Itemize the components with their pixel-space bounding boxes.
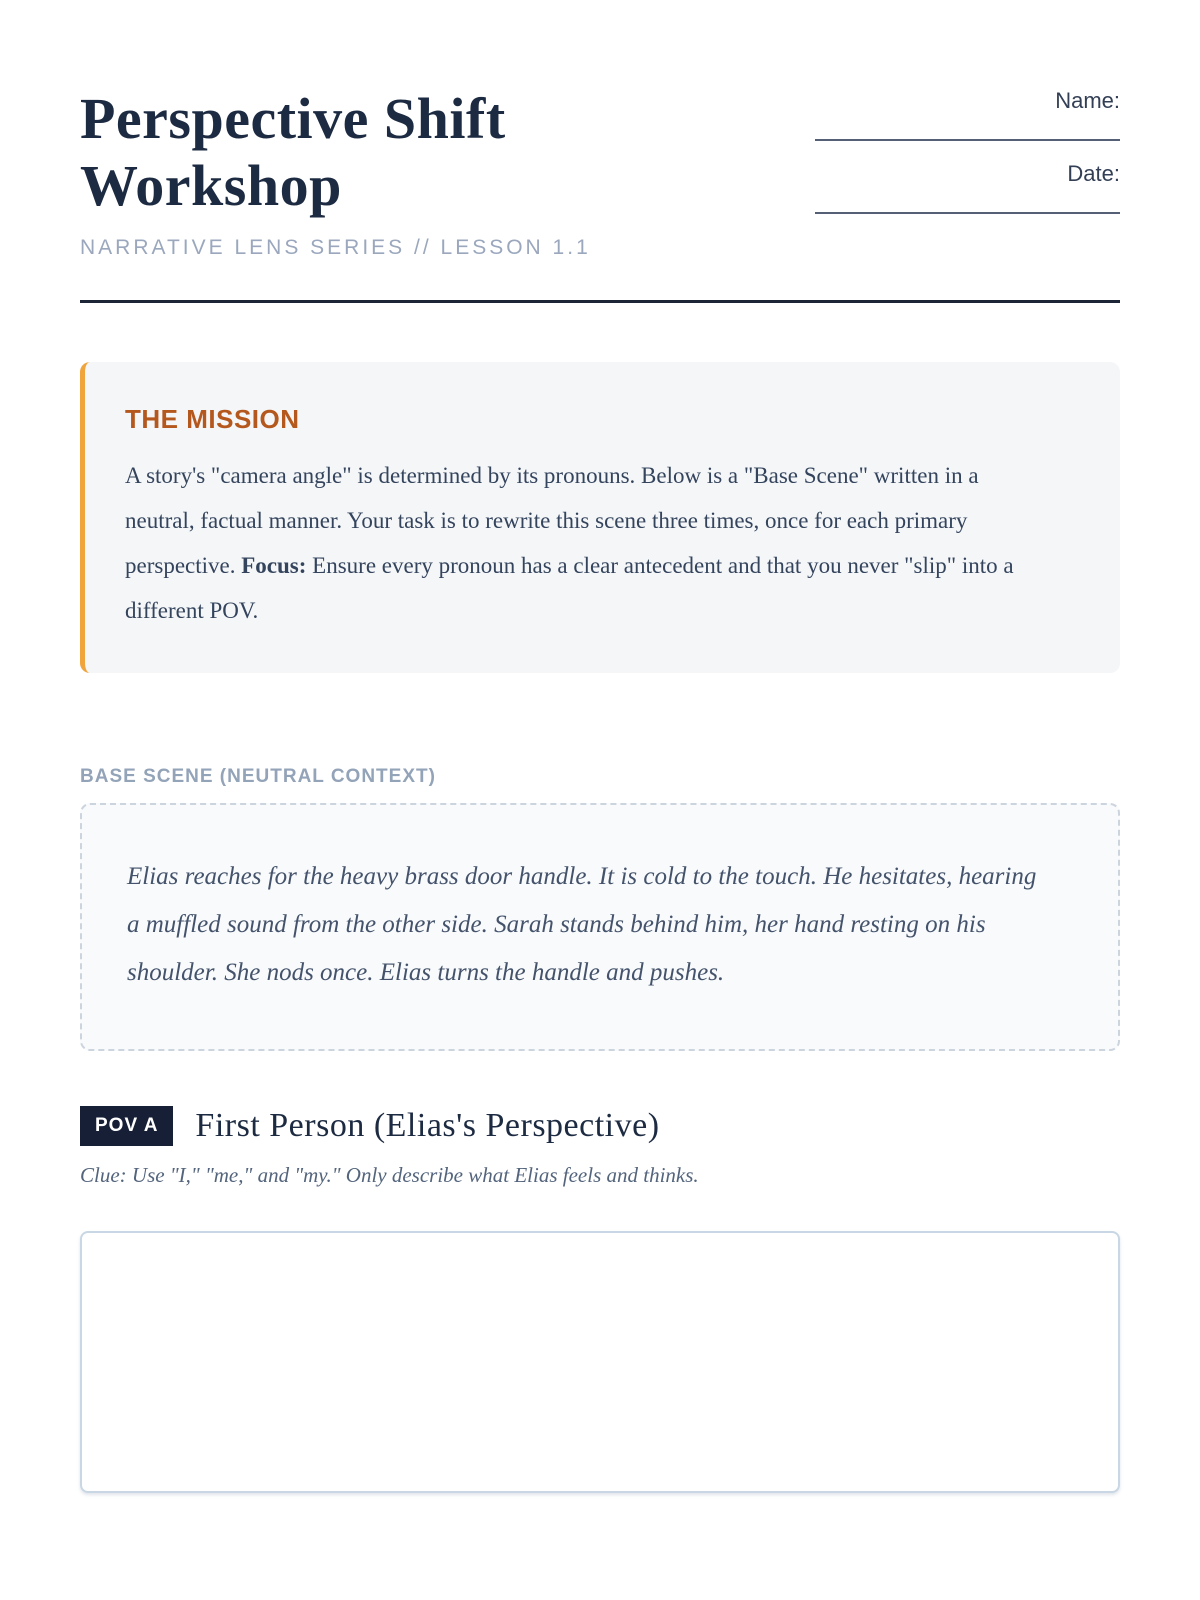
name-field: [815, 87, 1120, 141]
base-scene-label: BASE SCENE (NEUTRAL CONTEXT): [80, 765, 436, 787]
mission-focus-label: Focus:: [241, 552, 307, 578]
mission-callout: [80, 362, 1120, 673]
date-write-line[interactable]: [815, 212, 1120, 214]
page-subtitle: NARRATIVE LENS SERIES // LESSON 1.1: [80, 235, 591, 259]
page-title: Perspective Shift Workshop: [80, 86, 506, 219]
date-label: Date:: [1067, 161, 1120, 186]
mission-text-after-focus: Ensure every pronoun has a clear antecedent and that you never "slip" into a different POV.: [125, 552, 1014, 623]
header-title-block: [80, 85, 720, 260]
pov-a-header: [80, 1106, 1120, 1146]
date-field: [815, 160, 1120, 214]
name-label: Name:: [1055, 88, 1120, 113]
pov-a-badge: POV A: [80, 1106, 173, 1146]
pov-a-answer-textarea[interactable]: [80, 1231, 1120, 1493]
mission-heading: THE MISSION: [125, 403, 300, 434]
pov-a-section: [80, 1106, 1120, 1493]
name-write-line[interactable]: [815, 139, 1120, 141]
header: [80, 85, 1120, 260]
base-scene-text: Elias reaches for the heavy brass door handle. It is cold to the touch. He hesitates, hearing a muffled sound from the other side. Sarah stands behind him, her hand resting on his shoulder. She nods once. Elias turns the handle and pushes.: [127, 862, 1037, 986]
mission-body: [125, 453, 1050, 633]
pov-a-heading: First Person (Elias's Perspective): [195, 1106, 660, 1144]
header-divider: [80, 300, 1120, 303]
mission-text-before-focus: A story's "camera angle" is determined by its pronouns. Below is a "Base Scene" written in a neutral, factual manner. Your task is to rewrite this scene three times, once for each primary perspective.: [125, 462, 979, 578]
name-date-block: [815, 85, 1120, 233]
pov-a-clue: Clue: Use "I," "me," and "my." Only describe what Elias feels and thinks.: [80, 1162, 699, 1187]
base-scene-box: [80, 803, 1120, 1051]
